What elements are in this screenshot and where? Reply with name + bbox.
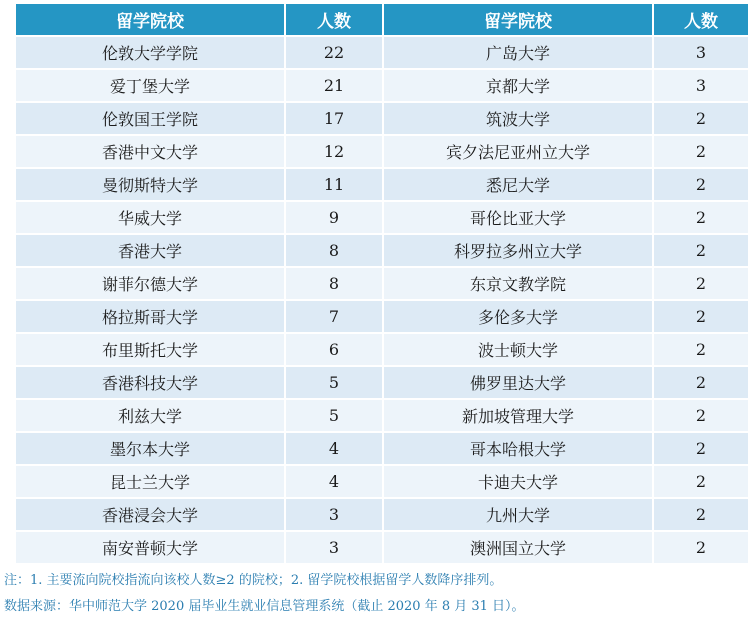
table-row bbox=[16, 202, 748, 233]
school-cell: 香港大学 bbox=[16, 235, 284, 266]
count-cell: 17 bbox=[286, 103, 382, 134]
school-cell: 利兹大学 bbox=[16, 400, 284, 431]
table-row bbox=[16, 169, 748, 200]
study-abroad-table bbox=[14, 2, 750, 565]
school-cell: 九州大学 bbox=[384, 499, 652, 530]
count-cell: 8 bbox=[286, 268, 382, 299]
school-cell: 伦敦大学学院 bbox=[16, 37, 284, 68]
school-cell: 佛罗里达大学 bbox=[384, 367, 652, 398]
table-row bbox=[16, 499, 748, 530]
data-source: 数据来源：华中师范大学 2020 届毕业生就业信息管理系统（截止 2020 年 8 月 31 日）。 bbox=[4, 599, 525, 614]
count-cell: 2 bbox=[654, 235, 748, 266]
header-school-right: 留学院校 bbox=[384, 4, 652, 35]
school-cell: 香港科技大学 bbox=[16, 367, 284, 398]
school-cell: 卡迪夫大学 bbox=[384, 466, 652, 497]
header-school-left: 留学院校 bbox=[16, 4, 284, 35]
school-cell: 南安普顿大学 bbox=[16, 532, 284, 563]
count-cell: 2 bbox=[654, 532, 748, 563]
count-cell: 12 bbox=[286, 136, 382, 167]
school-cell: 宾夕法尼亚州立大学 bbox=[384, 136, 652, 167]
count-cell: 4 bbox=[286, 466, 382, 497]
school-cell: 东京文教学院 bbox=[384, 268, 652, 299]
school-cell: 波士顿大学 bbox=[384, 334, 652, 365]
count-cell: 5 bbox=[286, 367, 382, 398]
school-cell: 多伦多大学 bbox=[384, 301, 652, 332]
table-row bbox=[16, 532, 748, 563]
count-cell: 2 bbox=[654, 466, 748, 497]
table-row bbox=[16, 136, 748, 167]
school-cell: 澳洲国立大学 bbox=[384, 532, 652, 563]
count-cell: 3 bbox=[654, 70, 748, 101]
header-count-left: 人数 bbox=[286, 4, 382, 35]
count-cell: 2 bbox=[654, 136, 748, 167]
school-cell: 悉尼大学 bbox=[384, 169, 652, 200]
table-row bbox=[16, 301, 748, 332]
count-cell: 2 bbox=[654, 400, 748, 431]
table-header-row bbox=[16, 4, 748, 35]
school-cell: 华威大学 bbox=[16, 202, 284, 233]
table-row bbox=[16, 466, 748, 497]
count-cell: 5 bbox=[286, 400, 382, 431]
school-cell: 筑波大学 bbox=[384, 103, 652, 134]
table-row bbox=[16, 103, 748, 134]
count-cell: 22 bbox=[286, 37, 382, 68]
count-cell: 2 bbox=[654, 268, 748, 299]
footnote: 注：1. 主要流向院校指流向该校人数≥2 的院校；2. 留学院校根据留学人数降序排列。 bbox=[4, 573, 503, 588]
count-cell: 2 bbox=[654, 169, 748, 200]
count-cell: 2 bbox=[654, 103, 748, 134]
school-cell: 科罗拉多州立大学 bbox=[384, 235, 652, 266]
school-cell: 京都大学 bbox=[384, 70, 652, 101]
school-cell: 曼彻斯特大学 bbox=[16, 169, 284, 200]
school-cell: 昆士兰大学 bbox=[16, 466, 284, 497]
table-row bbox=[16, 235, 748, 266]
count-cell: 21 bbox=[286, 70, 382, 101]
count-cell: 2 bbox=[654, 433, 748, 464]
count-cell: 7 bbox=[286, 301, 382, 332]
header-count-right: 人数 bbox=[654, 4, 748, 35]
count-cell: 3 bbox=[654, 37, 748, 68]
school-cell: 香港中文大学 bbox=[16, 136, 284, 167]
school-cell: 新加坡管理大学 bbox=[384, 400, 652, 431]
count-cell: 2 bbox=[654, 499, 748, 530]
count-cell: 4 bbox=[286, 433, 382, 464]
school-cell: 布里斯托大学 bbox=[16, 334, 284, 365]
table-row bbox=[16, 433, 748, 464]
count-cell: 8 bbox=[286, 235, 382, 266]
count-cell: 3 bbox=[286, 532, 382, 563]
count-cell: 2 bbox=[654, 202, 748, 233]
table-row bbox=[16, 37, 748, 68]
table-row bbox=[16, 334, 748, 365]
school-cell: 爱丁堡大学 bbox=[16, 70, 284, 101]
count-cell: 2 bbox=[654, 334, 748, 365]
school-cell: 伦敦国王学院 bbox=[16, 103, 284, 134]
school-cell: 墨尔本大学 bbox=[16, 433, 284, 464]
school-cell: 哥本哈根大学 bbox=[384, 433, 652, 464]
school-cell: 谢菲尔德大学 bbox=[16, 268, 284, 299]
table-row bbox=[16, 400, 748, 431]
count-cell: 6 bbox=[286, 334, 382, 365]
table-notes bbox=[4, 568, 748, 620]
table-row bbox=[16, 268, 748, 299]
school-cell: 格拉斯哥大学 bbox=[16, 301, 284, 332]
table-row bbox=[16, 367, 748, 398]
count-cell: 3 bbox=[286, 499, 382, 530]
school-cell: 广岛大学 bbox=[384, 37, 652, 68]
table-row bbox=[16, 70, 748, 101]
count-cell: 2 bbox=[654, 367, 748, 398]
count-cell: 2 bbox=[654, 301, 748, 332]
count-cell: 11 bbox=[286, 169, 382, 200]
school-cell: 哥伦比亚大学 bbox=[384, 202, 652, 233]
school-cell: 香港浸会大学 bbox=[16, 499, 284, 530]
count-cell: 9 bbox=[286, 202, 382, 233]
